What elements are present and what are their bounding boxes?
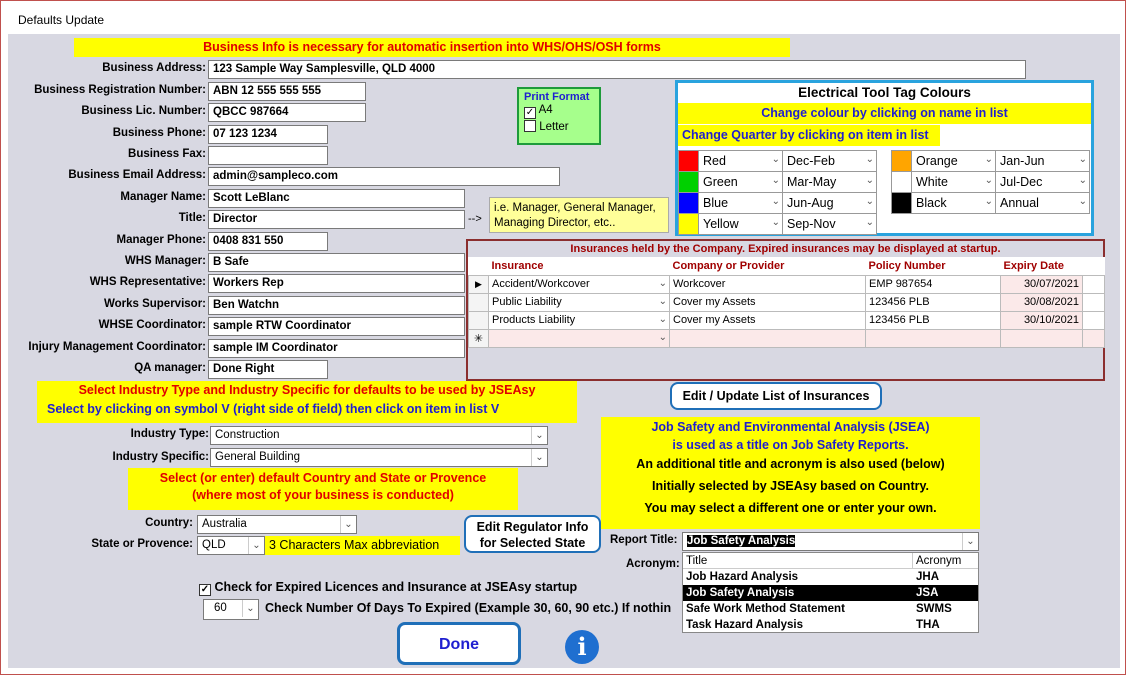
- col-company: Company or Provider: [672, 259, 785, 272]
- tag-swatch: [679, 151, 699, 172]
- tag-swatch: [892, 172, 912, 193]
- right-row: [892, 151, 1090, 172]
- industry-banner: [37, 381, 577, 423]
- tool-tag-panel: [675, 80, 1094, 236]
- whs-manager-label: WHS Manager:: [124, 255, 206, 267]
- new-insurance-cell[interactable]: [489, 329, 670, 347]
- print-format-title: Print Format: [524, 91, 590, 103]
- dropdown-list-header: [683, 553, 978, 569]
- insurance-header: Insurances held by the Company. Expired insurances may be displayed at startup.: [570, 243, 1001, 255]
- jsea-item-acronym: JSA: [916, 587, 939, 599]
- business-reg-field[interactable]: ABN 12 555 555 555: [208, 82, 366, 101]
- country-banner-line2: (where most of your business is conducted): [192, 488, 454, 502]
- chevron-down-icon[interactable]: ⌄: [658, 295, 667, 307]
- tag-period[interactable]: Dec-Feb ⌄: [783, 151, 877, 172]
- tag-colour-name[interactable]: Yellow ⌄: [699, 214, 783, 235]
- chevron-down-icon[interactable]: ⌄: [1078, 196, 1087, 207]
- tag-colour-name[interactable]: Green ⌄: [699, 172, 783, 193]
- chevron-down-icon[interactable]: ⌄: [865, 217, 874, 228]
- insurance-policy[interactable]: 123456 PLB: [866, 293, 1001, 311]
- a4-checkbox[interactable]: ✓: [525, 107, 535, 118]
- jsea-info-box: [601, 417, 980, 529]
- insurance-policy[interactable]: EMP 987654: [866, 275, 1001, 293]
- jsea-line1: Job Safety and Environmental Analysis (JSEA): [651, 420, 930, 434]
- insurance-policy[interactable]: 123456 PLB: [866, 311, 1001, 329]
- business-fax-label: Business Fax:: [128, 148, 206, 160]
- state-value: QLD: [202, 539, 226, 551]
- insurance-expiry[interactable]: 30/10/2021: [1001, 311, 1083, 329]
- industry-specific-label: Industry Specific:: [112, 451, 209, 463]
- whse-coordinator-label: WHSE Coordinator:: [98, 319, 206, 331]
- letter-checkbox[interactable]: [524, 120, 536, 132]
- jsea-item-title: Job Hazard Analysis: [686, 571, 799, 583]
- tag-period[interactable]: Annual ⌄: [996, 193, 1090, 214]
- col-expiry: Expiry Date: [1003, 259, 1065, 272]
- letter-label: Letter: [539, 121, 569, 133]
- industry-type-label: Industry Type:: [130, 428, 209, 440]
- insurance-expiry[interactable]: 30/07/2021: [1001, 275, 1083, 293]
- country-banner: [128, 468, 518, 510]
- tag-period[interactable]: Jun-Aug ⌄: [783, 193, 877, 214]
- row-selector[interactable]: [469, 293, 489, 311]
- tag-period[interactable]: Jul-Dec ⌄: [996, 172, 1090, 193]
- chevron-down-icon[interactable]: ⌄: [340, 516, 356, 533]
- business-lic-label: Business Lic. Number:: [81, 105, 206, 117]
- days-label: Check Number Of Days To Expired (Example 30, 60, 90 etc.) If nothin: [265, 601, 672, 615]
- business-address-field[interactable]: 123 Sample Way Samplesville, QLD 4000: [208, 60, 1026, 79]
- insurance-row[interactable]: [469, 275, 1105, 293]
- manager-phone-field[interactable]: 0408 831 550: [208, 232, 328, 251]
- industry-banner-line2: Select by clicking on symbol V (right side of field) then click on item in list V: [47, 402, 500, 416]
- chevron-down-icon[interactable]: ⌄: [658, 277, 667, 289]
- left-row: [679, 151, 877, 172]
- tag-swatch: [892, 193, 912, 214]
- right-row: [892, 172, 1090, 193]
- chevron-down-icon[interactable]: ⌄: [984, 175, 993, 186]
- tag-right-table: [891, 150, 1090, 214]
- done-button[interactable]: Done: [397, 622, 521, 665]
- print-letter-option[interactable]: [524, 120, 594, 133]
- business-info-banner: Business Info is necessary for automatic insertion into WHS/OHS/OSH forms: [74, 38, 790, 57]
- chevron-down-icon[interactable]: ⌄: [865, 196, 874, 207]
- insurance-table: [468, 257, 1105, 348]
- works-supervisor-label: Works Supervisor:: [103, 298, 206, 310]
- days-value: 60: [214, 602, 227, 614]
- left-row: [679, 172, 877, 193]
- country-combo[interactable]: [197, 515, 357, 534]
- tag-swatch: [679, 172, 699, 193]
- insurance-name[interactable]: Products Liability ⌄: [489, 311, 670, 329]
- chevron-down-icon[interactable]: ⌄: [1078, 175, 1087, 186]
- industry-type-value: Construction: [215, 429, 280, 441]
- report-title-combo[interactable]: [682, 532, 979, 551]
- edit-insurances-button[interactable]: Edit / Update List of Insurances: [670, 382, 882, 410]
- check-expired-label: Check for Expired Licences and Insurance at JSEAsy startup: [214, 580, 578, 594]
- jsea-line5: You may select a different one or enter your own.: [644, 501, 937, 515]
- business-email-field[interactable]: admin@sampleco.com: [208, 167, 560, 186]
- insurance-panel: [466, 239, 1105, 381]
- insurance-row[interactable]: [469, 311, 1105, 329]
- business-address-label: Business Address:: [102, 62, 206, 74]
- jsea-item-acronym: JHA: [916, 571, 940, 583]
- print-a4-option[interactable]: [524, 104, 594, 119]
- dropdown-head-title: Title: [683, 553, 913, 568]
- state-combo[interactable]: [197, 536, 265, 555]
- days-combo[interactable]: [203, 599, 259, 620]
- manager-name-label: Manager Name:: [120, 191, 206, 203]
- country-label: Country:: [145, 517, 193, 529]
- chevron-down-icon[interactable]: ⌄: [865, 175, 874, 186]
- dropdown-head-acronym: Acronym: [916, 555, 962, 567]
- whs-rep-label: WHS Representative:: [89, 276, 206, 288]
- chevron-down-icon[interactable]: ⌄: [531, 427, 547, 444]
- jsea-line3: An additional title and acronym is also used (below): [636, 457, 945, 471]
- injury-coordinator-label: Injury Management Coordinator:: [28, 341, 206, 353]
- regulator-btn-line1: Edit Regulator Info: [476, 520, 589, 534]
- tag-left-table: [678, 150, 877, 235]
- tool-tag-title: Electrical Tool Tag Colours: [798, 85, 971, 100]
- business-fax-field[interactable]: [208, 146, 328, 165]
- business-lic-field[interactable]: QBCC 987664: [208, 103, 366, 122]
- new-row-icon: ✳: [469, 329, 489, 347]
- business-reg-label: Business Registration Number:: [34, 84, 206, 96]
- jsea-item-title: Job Safety Analysis: [686, 587, 795, 599]
- tag-period[interactable]: Mar-May ⌄: [783, 172, 877, 193]
- business-phone-label: Business Phone:: [112, 127, 206, 139]
- tag-swatch: [679, 214, 699, 235]
- report-title-value: Job Safety Analysis: [687, 535, 796, 547]
- form-body: [8, 34, 1120, 668]
- left-row: [679, 214, 877, 235]
- title-hint: i.e. Manager, General Manager, Managing Director, etc..: [489, 197, 669, 233]
- manager-phone-label: Manager Phone:: [116, 234, 206, 246]
- title-label: Title:: [178, 212, 206, 224]
- report-title-label: Report Title:: [610, 534, 678, 546]
- tag-colour-name[interactable]: White ⌄: [912, 172, 996, 193]
- chevron-down-icon[interactable]: ⌄: [771, 217, 780, 228]
- insurance-company[interactable]: Cover my Assets: [670, 311, 866, 329]
- country-value: Australia: [202, 518, 247, 530]
- tag-colour-name[interactable]: Red ⌄: [699, 151, 783, 172]
- jsea-list-item[interactable]: [683, 585, 978, 601]
- info-icon[interactable]: i: [565, 630, 599, 664]
- business-phone-field[interactable]: 07 123 1234: [208, 125, 328, 144]
- acronym-label: Acronym:: [626, 558, 680, 570]
- jsea-line2: is used as a title on Job Safety Reports.: [672, 438, 909, 452]
- manager-name-field[interactable]: Scott LeBlanc: [208, 189, 465, 208]
- state-label: State or Provence:: [91, 538, 193, 550]
- jsea-list-item[interactable]: [683, 617, 978, 633]
- col-insurance: Insurance: [491, 259, 544, 272]
- insurance-company[interactable]: Cover my Assets: [670, 293, 866, 311]
- title-arrow: -->: [468, 213, 482, 225]
- jsea-item-acronym: THA: [916, 619, 940, 631]
- chevron-down-icon[interactable]: ⌄: [962, 533, 978, 550]
- chevron-down-icon[interactable]: ⌄: [658, 313, 667, 325]
- chevron-down-icon[interactable]: ⌄: [248, 537, 264, 554]
- left-row: [679, 193, 877, 214]
- jsea-list-item[interactable]: [683, 601, 978, 617]
- works-supervisor-field[interactable]: Ben Watchn: [208, 296, 465, 315]
- country-banner-line1: Select (or enter) default Country and State or Provence: [159, 471, 487, 485]
- right-row: [892, 193, 1090, 214]
- chevron-down-icon[interactable]: ⌄: [1078, 154, 1087, 165]
- chevron-down-icon[interactable]: ⌄: [865, 154, 874, 165]
- print-format-box: [517, 87, 601, 145]
- tag-colour-name[interactable]: Black ⌄: [912, 193, 996, 214]
- whs-rep-field[interactable]: Workers Rep: [208, 274, 465, 293]
- check-expired-row[interactable]: [199, 580, 577, 596]
- qa-manager-label: QA manager:: [134, 362, 206, 374]
- report-title-dropdown-list: [682, 552, 979, 633]
- injury-coordinator-field[interactable]: sample IM Coordinator: [208, 339, 465, 358]
- industry-type-combo[interactable]: [210, 426, 548, 445]
- insurance-name[interactable]: Public Liability ⌄: [489, 293, 670, 311]
- tag-swatch: [679, 193, 699, 214]
- jsea-line4: Initially selected by JSEAsy based on Country.: [652, 479, 929, 493]
- jsea-item-title: Task Hazard Analysis: [686, 619, 803, 631]
- tool-tag-line1: Change colour by clicking on name in list: [678, 103, 1091, 124]
- chevron-down-icon[interactable]: ⌄: [658, 331, 667, 343]
- insurance-expiry[interactable]: 30/08/2021: [1001, 293, 1083, 311]
- chevron-down-icon[interactable]: ⌄: [771, 175, 780, 186]
- insurance-new-row[interactable]: [469, 329, 1105, 347]
- col-policy: Policy Number: [868, 259, 946, 272]
- jsea-item-acronym: SWMS: [916, 603, 952, 615]
- industry-banner-line1: Select Industry Type and Industry Specific for defaults to be used by JSEAsy: [78, 383, 536, 397]
- industry-specific-combo[interactable]: [210, 448, 548, 467]
- qa-manager-field[interactable]: Done Right: [208, 360, 328, 379]
- chevron-down-icon[interactable]: ⌄: [771, 196, 780, 207]
- edit-regulator-button[interactable]: [464, 515, 601, 553]
- jsea-item-title: Safe Work Method Statement: [686, 603, 845, 615]
- row-selector[interactable]: ▶: [469, 275, 489, 293]
- tag-swatch: [892, 151, 912, 172]
- title-field[interactable]: Director: [208, 210, 465, 229]
- state-hint: 3 Characters Max abbreviation: [265, 536, 460, 555]
- tag-colour-name[interactable]: Blue ⌄: [699, 193, 783, 214]
- chevron-down-icon[interactable]: ⌄: [242, 600, 258, 617]
- insurance-company[interactable]: Workcover: [670, 275, 866, 293]
- industry-specific-value: General Building: [215, 451, 301, 463]
- row-selector[interactable]: [469, 311, 489, 329]
- regulator-btn-line2: for Selected State: [479, 536, 586, 550]
- tag-period[interactable]: Jan-Jun ⌄: [996, 151, 1090, 172]
- whs-manager-field[interactable]: B Safe: [208, 253, 465, 272]
- whse-coordinator-field[interactable]: sample RTW Coordinator: [208, 317, 465, 336]
- tag-period[interactable]: Sep-Nov ⌄: [783, 214, 877, 235]
- check-expired-checkbox[interactable]: ✓: [200, 584, 210, 595]
- jsea-list-item[interactable]: [683, 569, 978, 585]
- business-email-label: Business Email Address:: [68, 169, 206, 181]
- tag-colour-name[interactable]: Orange ⌄: [912, 151, 996, 172]
- chevron-down-icon[interactable]: ⌄: [771, 154, 780, 165]
- chevron-down-icon[interactable]: ⌄: [531, 449, 547, 466]
- chevron-down-icon[interactable]: ⌄: [984, 196, 993, 207]
- tool-tag-line2: Change Quarter by clicking on item in list: [678, 125, 940, 146]
- insurance-row[interactable]: [469, 293, 1105, 311]
- title-bar: [1, 1, 1125, 34]
- a4-label: A4: [538, 104, 553, 116]
- chevron-down-icon[interactable]: ⌄: [984, 154, 993, 165]
- insurance-name[interactable]: Accident/Workcover ⌄: [489, 275, 670, 293]
- window-title: Defaults Update: [18, 13, 105, 27]
